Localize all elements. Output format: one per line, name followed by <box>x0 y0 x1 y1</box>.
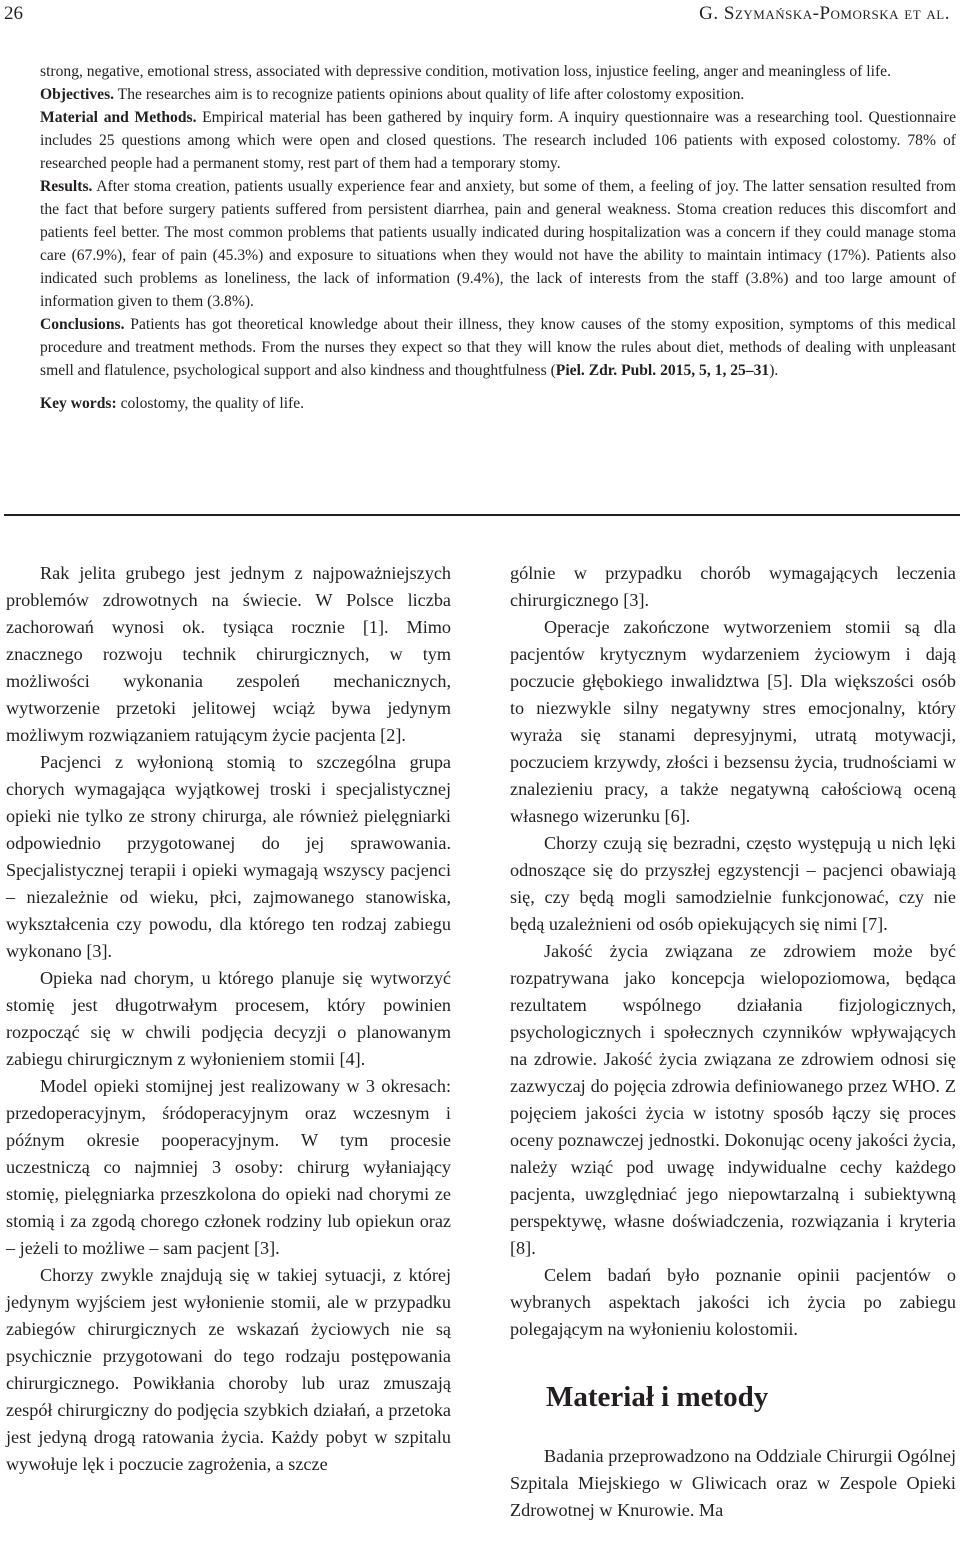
body-paragraph: Opieka nad chorym, u którego planuje się wytworzyć stomię jest długotrwałym procesem, który powinien rozpocząć się w chwili podjęcia decyzji o planowanym zabiegu chirurgicznym z wyłonieniem stomii [4]. <box>6 968 451 1069</box>
abstract-divider <box>4 514 960 516</box>
body-paragraph: Celem badań było poznanie opinii pacjentów o wybranych aspektach jakości ich życia po zabiegu polegającym na wyłonieniu kolostomii. <box>510 1265 956 1339</box>
page-number: 26 <box>4 3 23 24</box>
citation-close: ). <box>769 362 779 379</box>
abstract-keywords <box>40 392 956 415</box>
methods-label: Material and Methods. <box>40 109 197 126</box>
body-paragraph: Jakość życia związana ze zdrowiem może być rozpatrywana jako koncepcja wielopoziomowa, będąca rezultatem wspólnego działania fizjologicznych, psychologicznych i społecznych czynników wpływających na zdrowie. Jakość życia związana ze zdrowiem odnosi się zazwyczaj do pojęcia zdrowia definiowanego przez WHO. Z pojęciem jakości życia w istotny sposób łączy się proces oceny poznawczej jednostki. Dokonując oceny jakości życia, należy wziąć pod uwagę indywidualne cechy każdego pacjenta, uwzględniać jego niepowtarzalną i subiektywną perspektywę, własne doświadczenia, rozwiązania i kryteria [8]. <box>510 941 956 1258</box>
conclusions-text: Patients has got theoretical knowledge about their illness, they know causes of the stomy exposition, symptoms of this medical procedure and treatment methods. From the nurses they expect so that they will know the rules about diet, methods of dealing with unpleasant smell and flatulence, psychological support and also kindness and thoughtfulness ( <box>40 316 956 379</box>
abstract-intro-text: strong, negative, emotional stress, associated with depressive condition, motivation loss, injustice feeling, anger and meaningless of life. <box>40 63 891 80</box>
conclusions-label: Conclusions. <box>40 316 125 333</box>
citation: Piel. Zdr. Publ. 2015, 5, 1, 25–31 <box>555 362 770 379</box>
body-paragraph-continued: gólnie w przypadku chorób wymagających leczenia chirurgicznego [3]. <box>510 563 956 610</box>
abstract <box>40 60 956 415</box>
keywords-label: Key words: <box>40 395 117 412</box>
body-paragraph: Chorzy czują się bezradni, często występują u nich lęki odnoszące się do przyszłej egzystencji – pacjenci obawiają się, czy będą mogli samodzielnie funkcjonować, czy nie będą uzależnieni od osób opiekujących się nimi [7]. <box>510 833 956 934</box>
body-paragraph: Model opieki stomijnej jest realizowany w 3 okresach: przedoperacyjnym, śródoperacyjnym oraz wczesnym i późnym okresie pooperacyjnym. W tym procesie uczestniczą co najmniej 3 osoby: chirurg wyłaniający stomię, pielęgniarka przeszkolona do opieki nad chorymi ze stomią i za zgodą chorego członek rodziny lub opiekun oraz – jeżeli to możliwe – sam pacjent [3]. <box>6 1076 451 1258</box>
objectives-label: Objectives. <box>40 86 115 103</box>
abstract-methods <box>40 106 956 175</box>
abstract-results <box>40 175 956 313</box>
body-paragraph: Rak jelita grubego jest jednym z najpoważniejszych problemów zdrowotnych na świecie. W Polsce liczba zachorowań wynosi ok. tysiąca rocznie [1]. Mimo znacznego rozwoju technik chirurgicznych, w tym możliwości wykonania zespoleń mechanicznych, wytworzenie przetoki jelitowej wciąż bywa jedynym możliwym rozwiązaniem ratującym życie pacjenta [2]. <box>6 563 451 745</box>
abstract-objectives <box>40 83 956 106</box>
body-paragraph: Chorzy zwykle znajdują się w takiej sytuacji, z której jedynym wyjściem jest wyłonienie stomii, ale w przypadku zabiegów chirurgicznych ze wskazań życiowych nie są psychicznie przygotowani do tego rodzaju postępowania chirurgicznego. Powikłania choroby lub uraz zmuszają zespół chirurgiczny do podjęcia szybkich działań, a przetoka jest jedyną drogą ratowania życia. Każdy pobyt w szpitalu wywołuje lęk i poczucie zagrożenia, a szcze <box>6 1265 451 1474</box>
running-head: G. Szymańska-Pomorska et al. <box>699 3 950 24</box>
results-label: Results. <box>40 178 93 195</box>
objectives-text: The researches aim is to recognize patients opinions about quality of life after colostomy exposition. <box>114 86 745 103</box>
abstract-conclusions <box>40 313 956 382</box>
body-paragraph: Operacje zakończone wytworzeniem stomii są dla pacjentów krytycznym wydarzeniem życiowym i dają poczucie głębokiego inwalidztwa [5]. Dla większości osób to niezwykle silny negatywny stres emocjonalny, który wyraża się stanami depresyjnymi, utratą motywacji, poczuciem krzywdy, złości i bezsensu życia, trudnościami w znalezieniu pracy, a także negatywną całościową oceną własnego wizerunku [6]. <box>510 617 956 826</box>
body-column-right <box>510 560 956 1524</box>
methods-text: Empirical material has been gathered by inquiry form. A inquiry questionnaire was a researching tool. Questionnaire includes 25 questions among which were open and closed questions. The research included 106 patients with exposed colostomy. 78% of researched people had a permanent stomy, rest part of them had a temporary stomy. <box>40 109 956 172</box>
body-paragraph: Pacjenci z wyłonioną stomią to szczególna grupa chorych wymagająca wyjątkowej troski i specjalistycznej opieki nie tylko ze strony chirurga, ale również pielęgniarki odpowiednio przygotowanej do jej sprawowania. Specjalistycznej terapii i opieki wymagają wszyscy pacjenci – niezależnie od wieku, płci, zajmowanego stanowiska, wykształcenia czy powodu, dla którego ten rodzaj zabiegu wykonano [3]. <box>6 752 451 961</box>
body-paragraph: Badania przeprowadzono na Oddziale Chirurgii Ogólnej Szpitala Miejskiego w Gliwicach oraz w Zespole Opieki Zdrowotnej w Knurowie. Ma <box>510 1446 956 1520</box>
section-heading: Materiał i metody <box>546 1381 769 1413</box>
results-text: After stoma creation, patients usually experience fear and anxiety, but some of them, a feeling of joy. The latter sensation resulted from the fact that before surgery patients suffered from persistent diarrhea, pain and general weakness. Stoma creation reduces this discomfort and patients feel better. The most common problems that patients usually indicated during hospitalization was a concern if they could manage stoma care (67.9%), fear of pain (45.3%) and exposure to situations when they would not have the ability to maintain intimacy (17%). Patients also indicated such problems as loneliness, the lack of information (9.4%), the lack of interests from the staff (3.8%) and too large amount of information given to them (3.8%). <box>40 178 956 310</box>
keywords-text: colostomy, the quality of life. <box>116 395 305 412</box>
body-column-left <box>6 560 451 1478</box>
abstract-intro <box>40 60 956 83</box>
